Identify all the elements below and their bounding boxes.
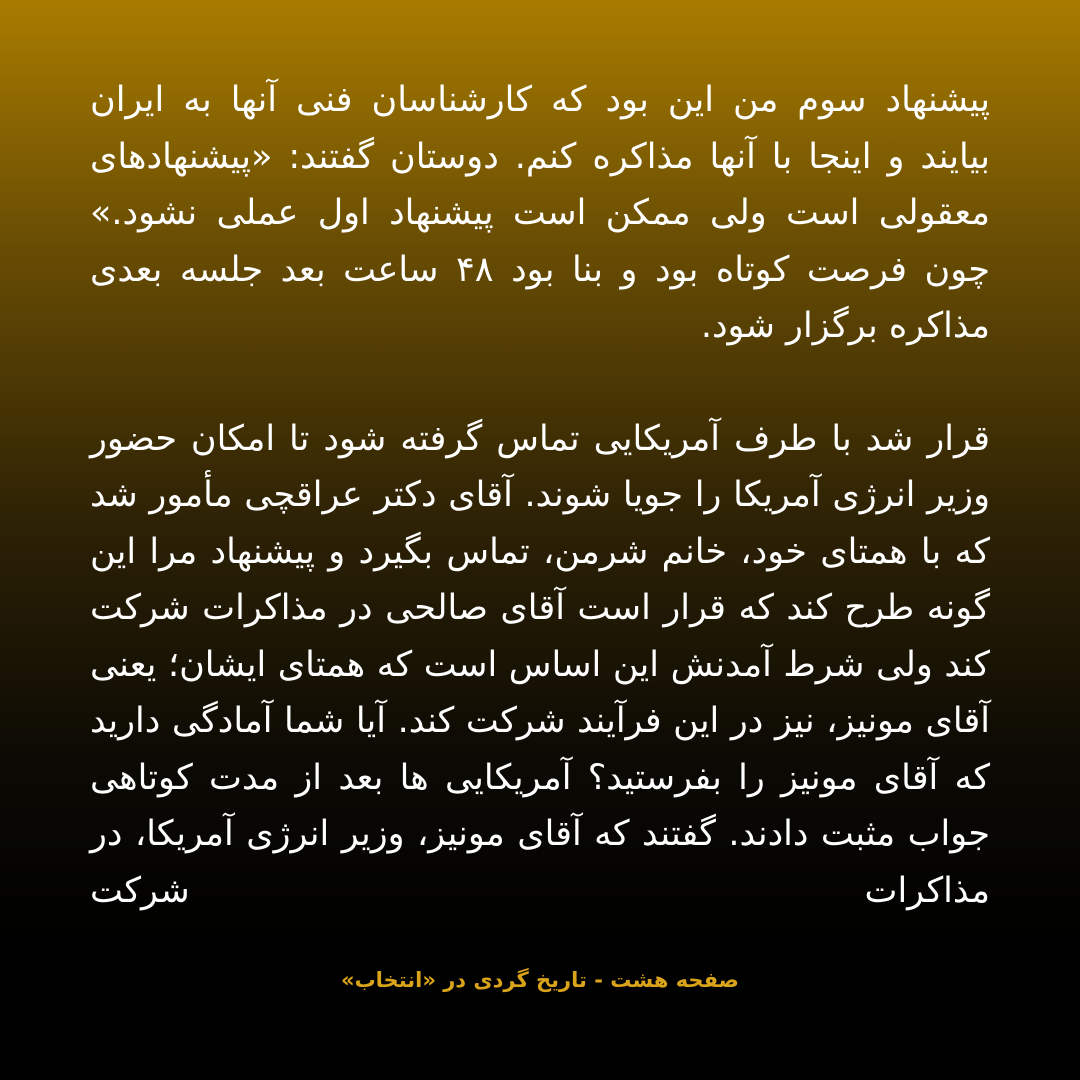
page-footer: صفحه هشت - تاریخ گردی در «انتخاب» [341, 968, 739, 992]
paragraph-1: پیشنهاد سوم من این بود که کارشناسان فنی آنها به ایران بیایند و اینجا با آنها مذاکره کنم. دوستان گفتند: «پیشنهادهای معقولی است ولی ممکن است پیشنهاد اول عملی نشود.» چون فرصت کوتاه بود و بنا بود ۴۸ ساعت بعد جلسه بعدی مذاکره برگزار شود. [90, 80, 990, 346]
paragraph-2: قرار شد با طرف آمریکایی تماس گرفته شود تا امکان حضور وزیر انرژی آمریکا را جویا شوند. آقای دکتر عراقچی مأمور شد که با همتای خود، خانم شرمن، تماس بگیرد و پیشنهاد مرا این گونه طرح کند که قرار است آقای صالحی در مذاکرات شرکت کند ولی شرط آمدنش این اساس است که همتای ایشان؛ یعنی آقای مونیز، نیز در این فرآیند شرکت کند. آیا شما آمادگی دارید که آقای مونیز را بفرستید؟ آمریکایی ها بعد از مدت کوتاهی جواب مثبت دادند. گفتند که آقای مونیز، وزیر انرژی آمریکا، در مذاکرات شرکت [90, 418, 990, 911]
page-body [90, 72, 990, 919]
paragraph-spacer [90, 355, 990, 411]
